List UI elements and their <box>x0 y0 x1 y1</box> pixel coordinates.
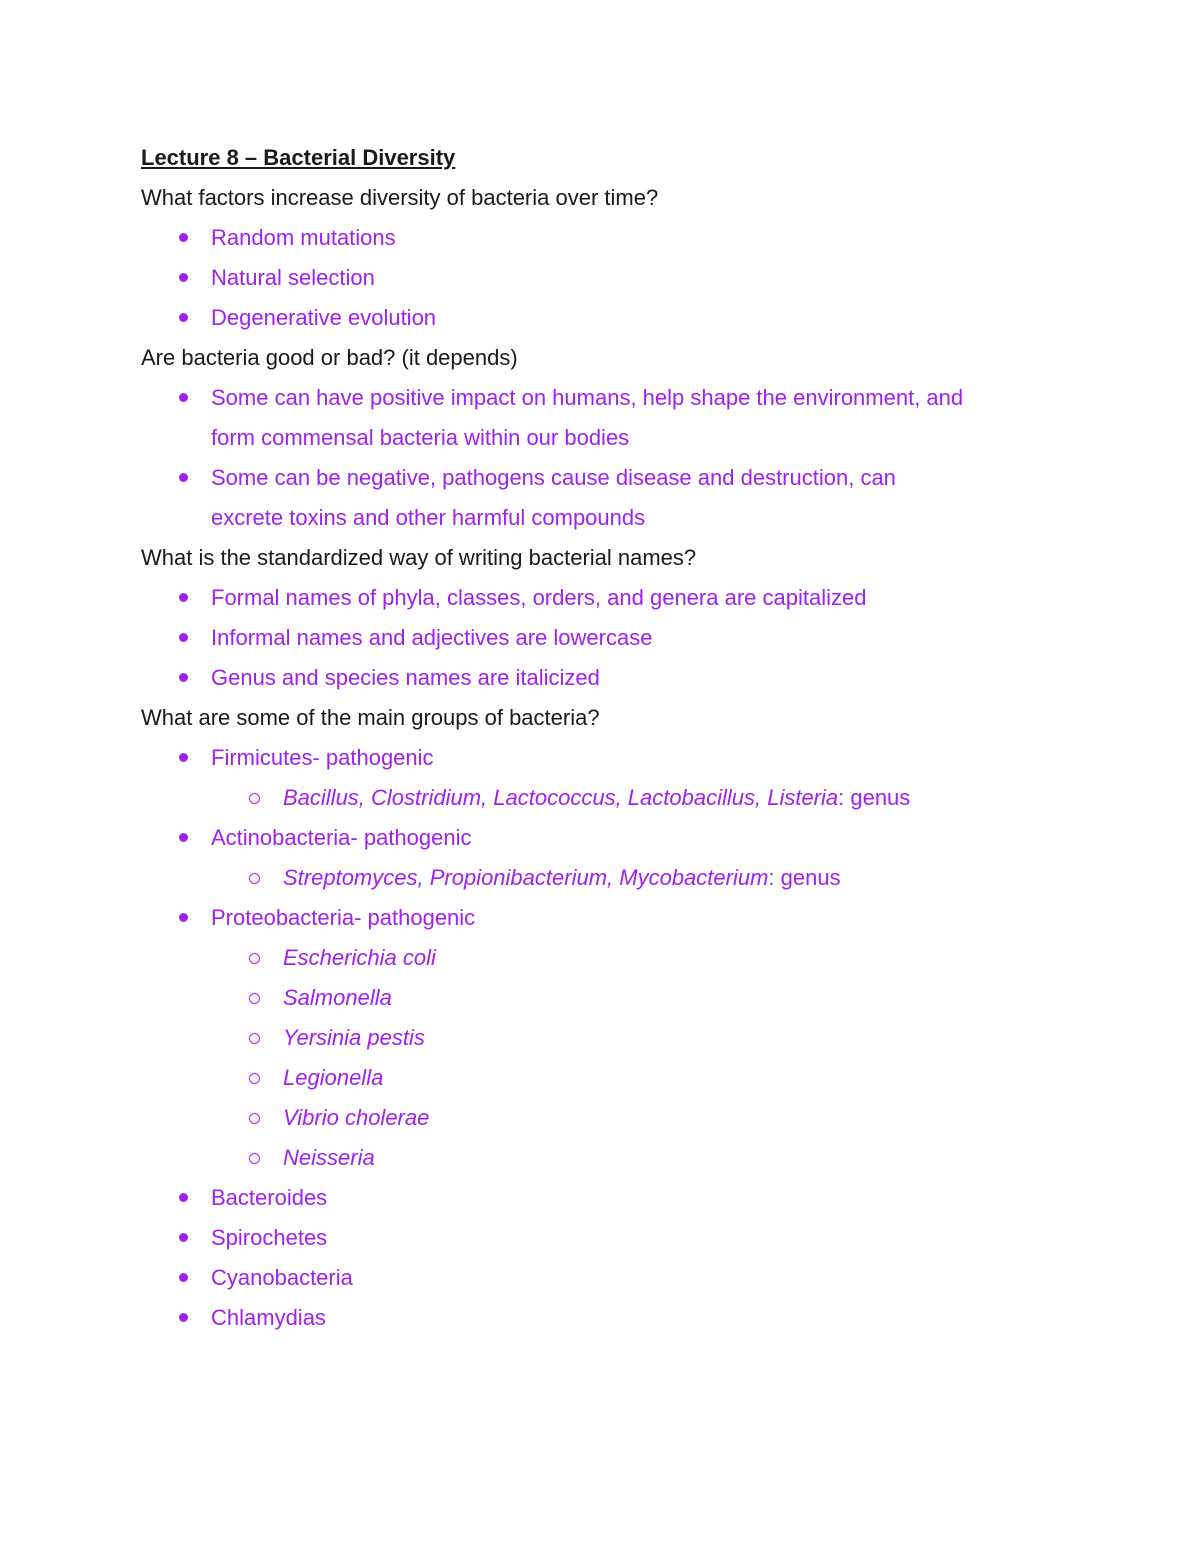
question-1: What factors increase diversity of bacteria over time? <box>141 185 659 210</box>
group-spirochetes: Spirochetes <box>141 1218 1081 1258</box>
sub-item: Vibrio cholerae <box>141 1098 1081 1138</box>
lecture-title: Lecture 8 – Bacterial Diversity <box>141 145 456 170</box>
list-item: Informal names and adjectives are lowercase <box>141 618 1081 658</box>
question-3: What is the standardized way of writing bacterial names? <box>141 545 697 570</box>
group-firmicutes: Firmicutes- pathogenic <box>141 738 1081 778</box>
answer-list-1 <box>141 218 1081 338</box>
sub-item: Neisseria <box>141 1138 1081 1178</box>
sub-item: Legionella <box>141 1058 1081 1098</box>
list-item: Some can have positive impact on humans, help shape the environment, and form commensal bacteria within our bodies <box>141 378 971 458</box>
sub-item: Salmonella <box>141 978 1081 1018</box>
group-proteobacteria: Proteobacteria- pathogenic <box>141 898 1081 938</box>
list-item: Formal names of phyla, classes, orders, and genera are capitalized <box>141 578 1081 618</box>
document-body <box>141 138 1081 1338</box>
list-item: Some can be negative, pathogens cause disease and destruction, can excrete toxins and other harmful compounds <box>141 458 971 538</box>
group-bacteroides: Bacteroides <box>141 1178 1081 1218</box>
list-item: Natural selection <box>141 258 1081 298</box>
sub-item: Streptomyces, Propionibacterium, Mycobacterium: genus <box>141 858 1081 898</box>
question-2: Are bacteria good or bad? (it depends) <box>141 345 518 370</box>
answer-list-2 <box>141 378 971 538</box>
bacteria-groups-list <box>141 738 1081 1338</box>
list-item: Random mutations <box>141 218 1081 258</box>
sub-item: Yersinia pestis <box>141 1018 1081 1058</box>
sub-item: Bacillus, Clostridium, Lactococcus, Lactobacillus, Listeria: genus <box>141 778 1081 818</box>
list-item: Degenerative evolution <box>141 298 1081 338</box>
list-item: Genus and species names are italicized <box>141 658 1081 698</box>
group-chlamydias: Chlamydias <box>141 1298 1081 1338</box>
answer-list-3 <box>141 578 1081 698</box>
sub-item: Escherichia coli <box>141 938 1081 978</box>
group-cyanobacteria: Cyanobacteria <box>141 1258 1081 1298</box>
question-4: What are some of the main groups of bacteria? <box>141 705 600 730</box>
group-actinobacteria: Actinobacteria- pathogenic <box>141 818 1081 858</box>
